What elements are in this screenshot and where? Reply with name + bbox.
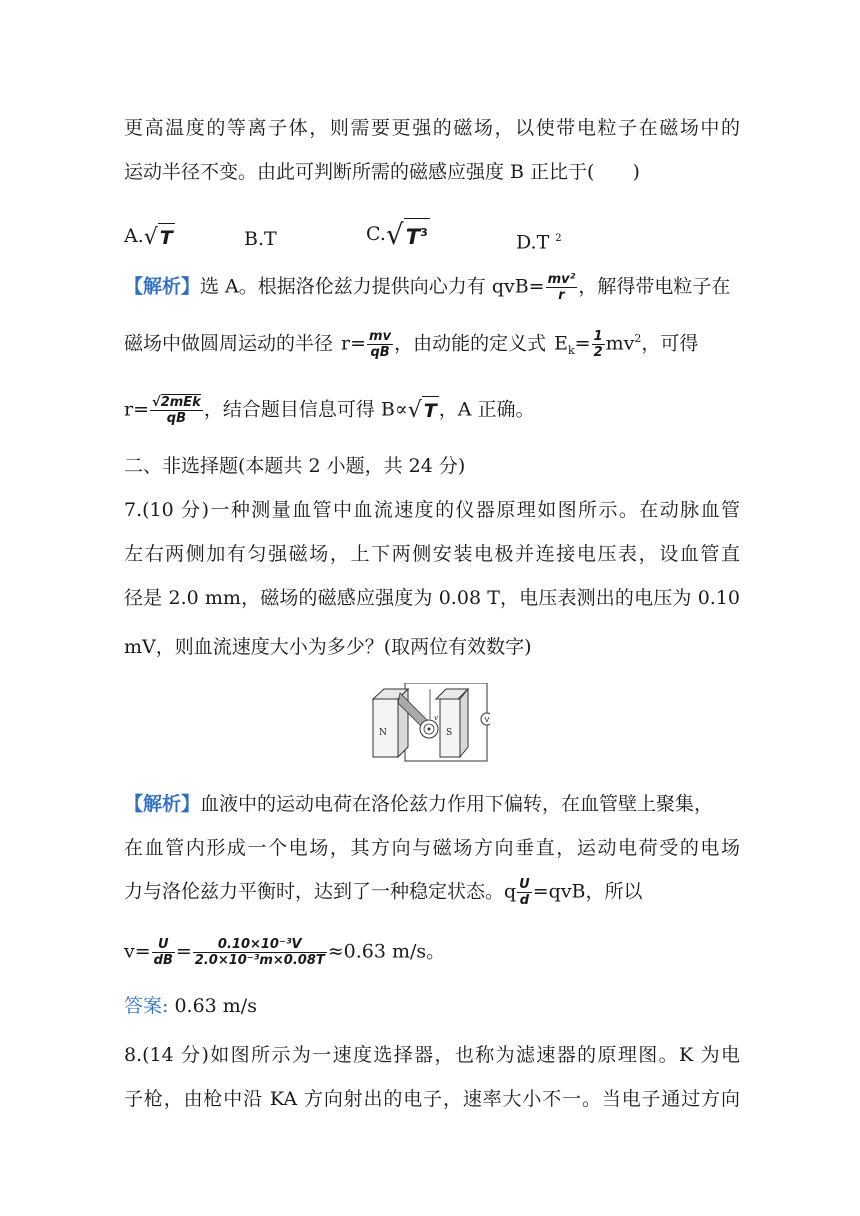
q8-line-2: 子枪，由枪中沿 KA 方向射出的电子，速率大小不一。当电子通过方向 <box>124 1088 740 1110</box>
answer-label: 答案: <box>124 995 169 1017</box>
q6-option-d: D.T $^2$ <box>516 231 562 254</box>
fraction-mv2-r: $\frac{\text{mv²}}{r}$ <box>547 272 576 303</box>
q7-solution-line-4: v= $\frac{U}{dB}$ = $\frac{\text{0.10×10⁻³V}}{\text{2.0×10⁻³m×0.08T}}$ ≈0.63 m/s。 <box>124 937 446 968</box>
fraction-mv-qb: $\frac{mv}{qB}$ <box>369 328 392 360</box>
blood-flow-meter-figure <box>370 683 490 763</box>
q7-solution-line-1: 【解析】血液中的运动电荷在洛伦兹力作用下偏转，在血管壁上聚集， <box>124 793 714 815</box>
label-n: N <box>379 728 387 738</box>
q7-line-1: 7.(10 分)一种测量血管中血流速度的仪器原理如图所示。在动脉血管 <box>124 499 740 521</box>
q6-solution-line-2: 磁场中做圆周运动的半径 r= $\frac{mv}{qB}$ ，由动能的定义式 $E_k=$ $\frac{1}{2}$ $mv^2$，可得 <box>124 328 699 360</box>
velocity-label: v <box>434 714 438 722</box>
fraction-u-db: $\frac{U}{dB}$ <box>153 937 173 968</box>
q6-option-a: A.√ T <box>124 224 173 250</box>
q6-solution-line-1: 【解析】选 A。根据洛伦兹力提供向心力有 qvB= $\frac{\text{mv²}}{r}$ ，解得带电粒子在 <box>124 272 731 303</box>
answer-line <box>124 992 740 1020</box>
q6-text-line-2: 运动半径不变。由此可判断所需的磁感应强度 B 正比于( ) <box>124 161 640 183</box>
fraction-u-d: $\frac{U}{d}$ <box>519 877 530 908</box>
q7-solution-line-2: 在血管内形成一个电场，其方向与磁场方向垂直，运动电荷受的电场 <box>124 837 740 859</box>
section-heading: 二、非选择题(本题共 2 小题，共 24 分) <box>124 455 466 477</box>
q6-solution-line-3: r= $\frac{\text{√2mEk}}{qB}$ ，结合题目信息可得 B∝√ T ，A 正确。 <box>124 395 535 426</box>
fraction-one-half: $\frac{1}{2}$ <box>593 328 603 360</box>
q6-option-b: B.T <box>244 228 277 250</box>
q7-line-3: 径是 2.0 mm，磁场的磁感应强度为 0.08 T，电压表测出的电压为 0.10 <box>124 587 740 609</box>
q8-line-1: 8.(14 分)如图所示为一速度选择器，也称为滤速器的原理图。K 为电 <box>124 1044 740 1066</box>
voltmeter-label: V <box>484 716 490 724</box>
q7-line-2: 左右两侧加有匀强磁场，上下两侧安装电极并连接电压表，设血管直 <box>124 543 740 565</box>
q6-option-c: $C.√T^3$ <box>366 218 428 251</box>
fraction-numeric: $\frac{\text{0.10×10⁻³V}}{\text{2.0×10⁻³m×0.08T}}$ <box>194 937 325 968</box>
q7-solution-line-3: 力与洛伦兹力平衡时，达到了一种稳定状态。q $\frac{U}{d}$ =qvB，所以 <box>124 877 643 908</box>
q7-line-4: mV，则血流速度大小为多少？(取两位有效数字) <box>124 636 532 658</box>
answer-value: 0.63 m/s <box>168 995 257 1017</box>
fraction-sqrt-2mek-qb: $\frac{\text{√2mEk}}{qB}$ <box>152 395 201 426</box>
q6-text-line-1: 更高温度的等离子体，则需要更强的磁场，以使带电粒子在磁场中的 <box>124 117 740 139</box>
label-s: S <box>446 728 453 738</box>
